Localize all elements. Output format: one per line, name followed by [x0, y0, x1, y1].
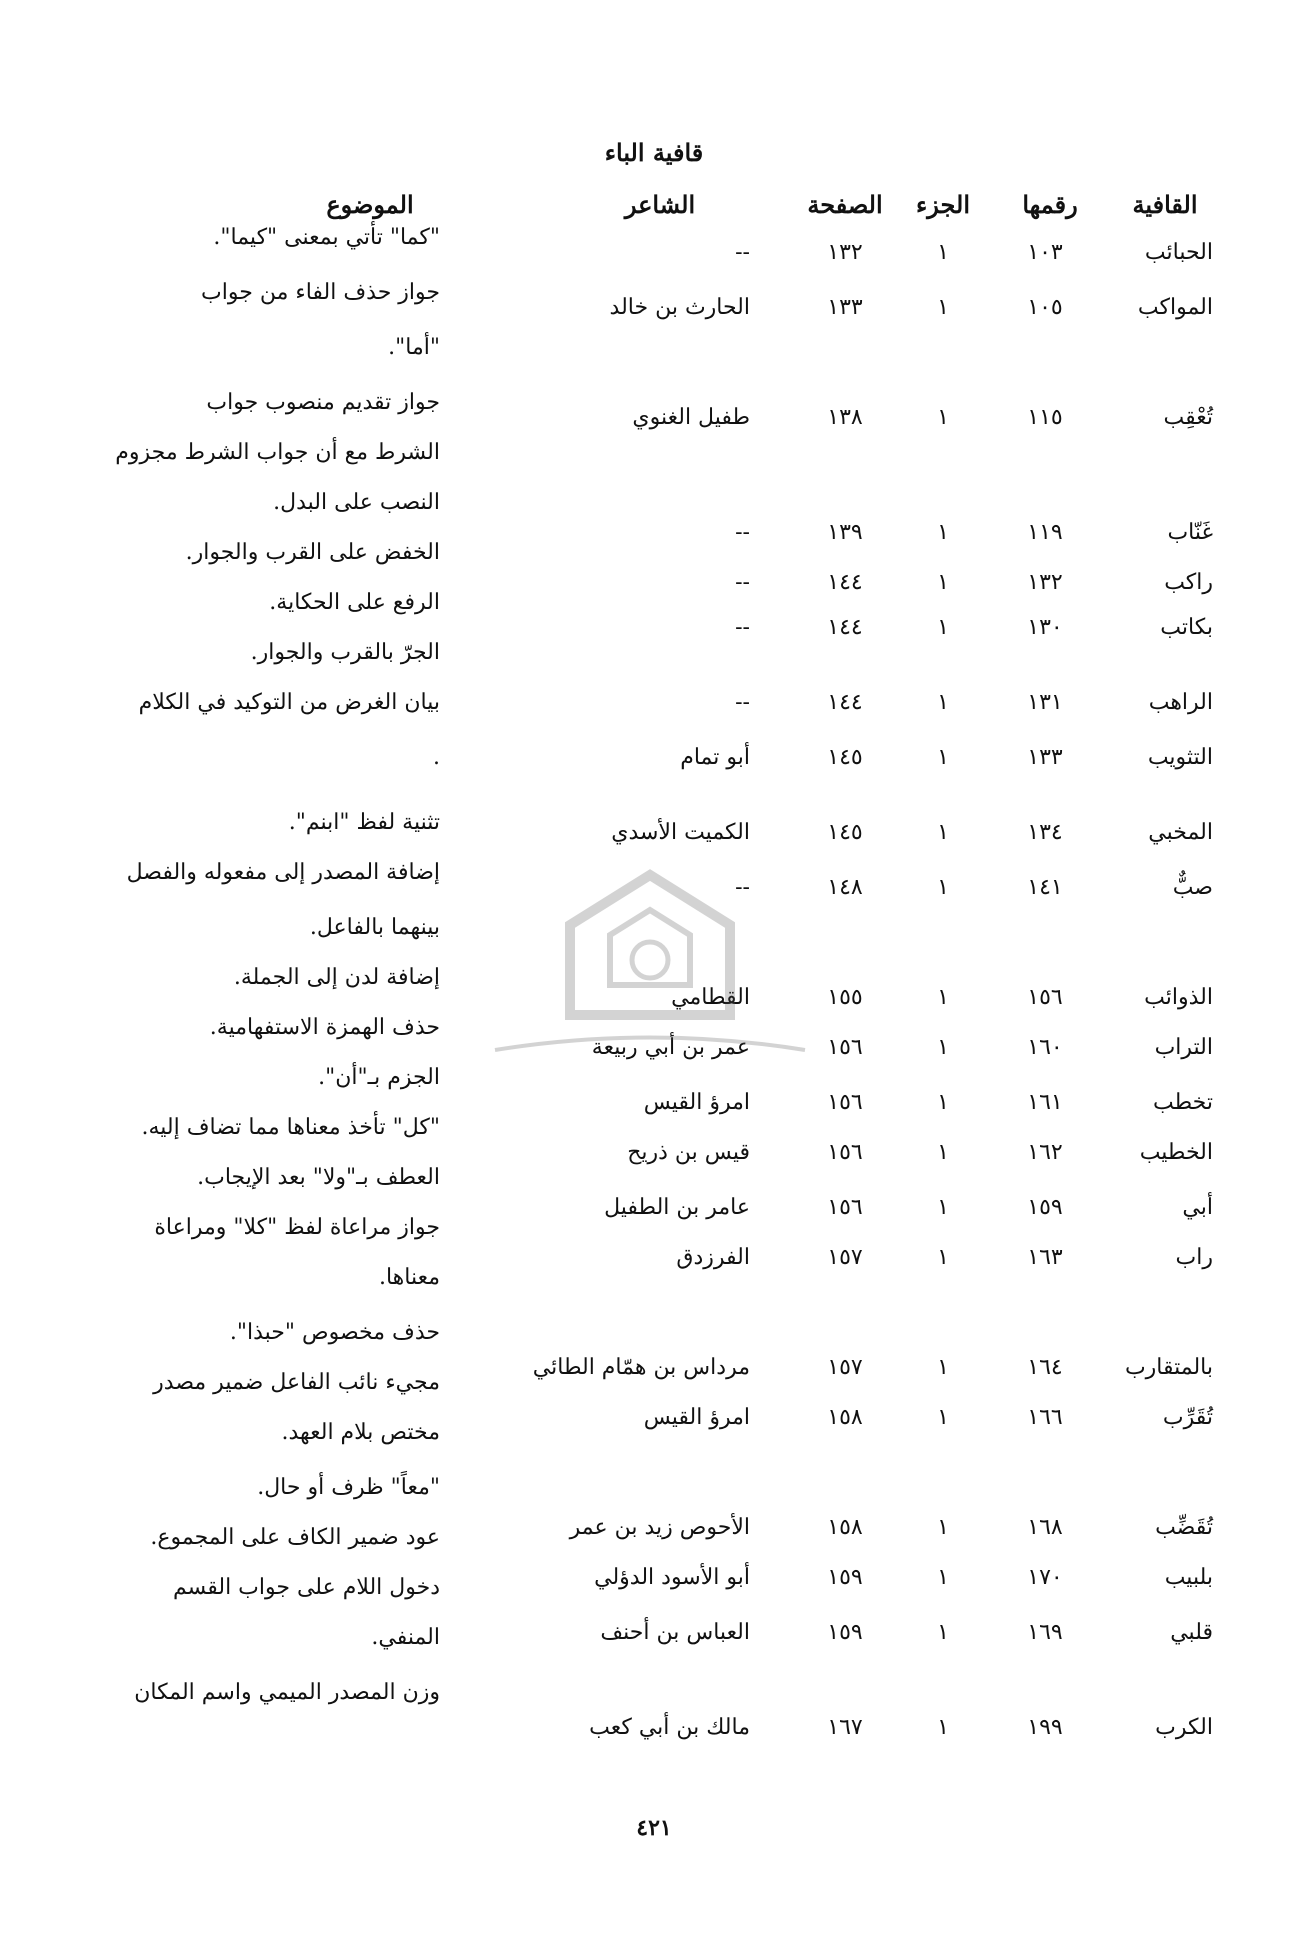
- safha-cell: ١٤٤: [827, 690, 863, 715]
- shaer-cell: --: [735, 875, 750, 900]
- shaer-cell: عامر بن الطفيل: [604, 1195, 750, 1220]
- topic-line: جواز مراعاة لفظ "كلا" ومراعاة: [154, 1215, 440, 1240]
- raqm-cell: ١٤١: [1027, 875, 1063, 900]
- juz-cell: ١: [937, 745, 949, 770]
- raqm-cell: ١٣٣: [1027, 745, 1063, 770]
- juz-cell: ١: [937, 875, 949, 900]
- raqm-cell: ١٦٢: [1027, 1140, 1063, 1165]
- topic-line: معناها.: [378, 1265, 440, 1290]
- topic-line: مختص بلام العهد.: [281, 1420, 440, 1445]
- qafiya-cell: قلبي: [1170, 1620, 1213, 1645]
- safha-cell: ١٣٣: [827, 295, 863, 320]
- raqm-cell: ١٦١: [1027, 1090, 1063, 1115]
- qafiya-cell: المواكب: [1137, 295, 1213, 320]
- topic-line: "كما" تأتي بمعنى "كيما".: [213, 225, 440, 250]
- qafiya-cell: تخطب: [1153, 1090, 1213, 1115]
- topic-line: حذف الهمزة الاستفهامية.: [209, 1015, 440, 1040]
- safha-cell: ١٤٤: [827, 615, 863, 640]
- juz-cell: ١: [937, 570, 949, 595]
- topic-line: "أما".: [388, 335, 440, 360]
- raqm-cell: ١٦٨: [1027, 1515, 1063, 1540]
- shaer-cell: --: [735, 520, 750, 545]
- shaer-cell: --: [735, 570, 750, 595]
- raqm-cell: ١٧٠: [1027, 1565, 1063, 1590]
- topic-line: إضافة المصدر إلى مفعوله والفصل: [126, 860, 440, 885]
- shaer-cell: --: [735, 690, 750, 715]
- raqm-cell: ١١٩: [1027, 520, 1063, 545]
- table-row: [0, 1715, 1308, 1755]
- topic-line: "كل" تأخذ معناها مما تضاف إليه.: [141, 1115, 440, 1140]
- watermark-seal-icon: [485, 865, 815, 1065]
- qafiya-cell: تُقَضِّب: [1155, 1515, 1213, 1540]
- juz-cell: ١: [937, 1620, 949, 1645]
- juz-cell: ١: [937, 1035, 949, 1060]
- qafiya-cell: صبٌّ: [1172, 875, 1213, 900]
- juz-cell: ١: [937, 240, 949, 265]
- qafiya-cell: الراهب: [1148, 690, 1213, 715]
- safha-cell: ١٥٩: [827, 1565, 863, 1590]
- raqm-cell: ١١٥: [1027, 405, 1063, 430]
- juz-cell: ١: [937, 1405, 949, 1430]
- page-title: قافية الباء: [604, 138, 704, 167]
- topic-line: بينهما بالفاعل.: [309, 915, 440, 940]
- raqm-cell: ١٥٩: [1027, 1195, 1063, 1220]
- qafiya-cell: التراب: [1154, 1035, 1213, 1060]
- topic-line: النصب على البدل.: [273, 490, 440, 515]
- juz-cell: ١: [937, 1355, 949, 1380]
- topic-line: بيان الغرض من التوكيد في الكلام: [138, 690, 440, 715]
- topic-line: مجيء نائب الفاعل ضمير مصدر: [153, 1370, 440, 1395]
- juz-cell: ١: [937, 1515, 949, 1540]
- safha-cell: ١٥٧: [827, 1245, 863, 1270]
- shaer-cell: الأحوص زيد بن عمر: [569, 1515, 750, 1540]
- shaer-cell: القطامي: [671, 985, 750, 1010]
- safha-cell: ١٥٦: [827, 1090, 863, 1115]
- juz-cell: ١: [937, 1195, 949, 1220]
- qafiya-cell: بلبيب: [1164, 1565, 1213, 1590]
- juz-cell: ١: [937, 615, 949, 640]
- raqm-cell: ١٣١: [1027, 690, 1063, 715]
- raqm-cell: ١٩٩: [1027, 1715, 1063, 1740]
- topic-line: .: [433, 745, 440, 770]
- shaer-cell: عمر بن أبي ربيعة: [591, 1035, 750, 1060]
- qafiya-cell: التثويب: [1147, 745, 1213, 770]
- header-raqm: رقمها: [1022, 190, 1078, 219]
- topic-line: تثنية لفظ "ابنم".: [288, 810, 440, 835]
- shaer-cell: مرداس بن همّام الطائي: [532, 1355, 750, 1380]
- safha-cell: ١٥٥: [827, 985, 863, 1010]
- juz-cell: ١: [937, 295, 949, 320]
- safha-cell: ١٥٩: [827, 1620, 863, 1645]
- shaer-cell: --: [735, 615, 750, 640]
- qafiya-cell: الذوائب: [1144, 985, 1213, 1010]
- shaer-cell: قيس بن ذريح: [627, 1140, 750, 1165]
- qafiya-cell: غَنّاب: [1167, 520, 1213, 545]
- topic-line: الجرّ بالقرب والجوار.: [250, 640, 440, 665]
- header-juz: الجزء: [916, 190, 970, 219]
- topic-line: وزن المصدر الميمي واسم المكان: [134, 1680, 440, 1705]
- raqm-cell: ١٦٩: [1027, 1620, 1063, 1645]
- topic-line: العطف بـ"ولا" بعد الإيجاب.: [197, 1165, 440, 1190]
- safha-cell: ١٤٥: [827, 745, 863, 770]
- shaer-cell: الكميت الأسدي: [611, 820, 750, 845]
- topic-line: جواز حذف الفاء من جواب: [201, 280, 440, 305]
- topic-line: المنفي.: [371, 1625, 440, 1650]
- safha-cell: ١٥٦: [827, 1140, 863, 1165]
- qafiya-cell: بكاتب: [1160, 615, 1213, 640]
- topic-line: الخفض على القرب والجوار.: [185, 540, 440, 565]
- header-topic: الموضوع: [326, 190, 414, 219]
- safha-cell: ١٤٨: [827, 875, 863, 900]
- shaer-cell: --: [735, 240, 750, 265]
- safha-cell: ١٣٢: [827, 240, 863, 265]
- shaer-cell: الفرزدق: [676, 1245, 750, 1270]
- safha-cell: ١٦٧: [827, 1715, 863, 1740]
- topic-line: عود ضمير الكاف على المجموع.: [150, 1525, 440, 1550]
- safha-cell: ١٥٨: [827, 1515, 863, 1540]
- safha-cell: ١٥٦: [827, 1195, 863, 1220]
- juz-cell: ١: [937, 520, 949, 545]
- safha-cell: ١٤٤: [827, 570, 863, 595]
- shaer-cell: الحارث بن خالد: [609, 295, 750, 320]
- raqm-cell: ١٣٢: [1027, 570, 1063, 595]
- topic-line: إضافة لدن إلى الجملة.: [233, 965, 440, 990]
- page-number: ٤٢١: [636, 1815, 672, 1841]
- qafiya-cell: تُعْقِب: [1163, 405, 1213, 430]
- raqm-cell: ١٣٤: [1027, 820, 1063, 845]
- raqm-cell: ١٠٣: [1027, 240, 1063, 265]
- shaer-cell: أبو تمام: [680, 745, 750, 770]
- qafiya-cell: تُقَرِّب: [1162, 1405, 1213, 1430]
- shaer-cell: طفيل الغنوي: [632, 405, 750, 430]
- qafiya-cell: الكرب: [1155, 1715, 1213, 1740]
- raqm-cell: ١٠٥: [1027, 295, 1063, 320]
- topic-line: دخول اللام على جواب القسم: [172, 1575, 440, 1600]
- safha-cell: ١٣٩: [827, 520, 863, 545]
- safha-cell: ١٣٨: [827, 405, 863, 430]
- header-qafiya: القافية: [1132, 190, 1198, 219]
- raqm-cell: ١٦٤: [1027, 1355, 1063, 1380]
- qafiya-cell: الخطيب: [1139, 1140, 1213, 1165]
- qafiya-cell: الحبائب: [1144, 240, 1213, 265]
- qafiya-cell: راكب: [1164, 570, 1213, 595]
- juz-cell: ١: [937, 985, 949, 1010]
- qafiya-cell: أبي: [1182, 1195, 1213, 1220]
- shaer-cell: أبو الأسود الدؤلي: [594, 1565, 750, 1590]
- juz-cell: ١: [937, 1140, 949, 1165]
- qafiya-cell: المخبي: [1148, 820, 1213, 845]
- raqm-cell: ١٥٦: [1027, 985, 1063, 1010]
- topic-line: "معاً" ظرف أو حال.: [257, 1475, 440, 1500]
- shaer-cell: امرؤ القيس: [643, 1090, 750, 1115]
- topic-line: جواز تقديم منصوب جواب: [206, 390, 440, 415]
- qafiya-cell: راب: [1175, 1245, 1213, 1270]
- header-safha: الصفحة: [807, 190, 883, 219]
- safha-cell: ١٥٧: [827, 1355, 863, 1380]
- qafiya-cell: بالمتقارب: [1124, 1355, 1213, 1380]
- shaer-cell: امرؤ القيس: [643, 1405, 750, 1430]
- safha-cell: ١٥٨: [827, 1405, 863, 1430]
- juz-cell: ١: [937, 1715, 949, 1740]
- topic-line: الرفع على الحكاية.: [269, 590, 440, 615]
- juz-cell: ١: [937, 690, 949, 715]
- juz-cell: ١: [937, 405, 949, 430]
- juz-cell: ١: [937, 1565, 949, 1590]
- shaer-cell: العباس بن أحنف: [600, 1620, 750, 1645]
- raqm-cell: ١٦٣: [1027, 1245, 1063, 1270]
- juz-cell: ١: [937, 820, 949, 845]
- juz-cell: ١: [937, 1245, 949, 1270]
- shaer-cell: مالك بن أبي كعب: [589, 1715, 750, 1740]
- juz-cell: ١: [937, 1090, 949, 1115]
- safha-cell: ١٤٥: [827, 820, 863, 845]
- topic-line: الشرط مع أن جواب الشرط مجزوم: [115, 440, 440, 465]
- raqm-cell: ١٦٦: [1027, 1405, 1063, 1430]
- topic-line: حذف مخصوص "حبذا".: [229, 1320, 440, 1345]
- raqm-cell: ١٣٠: [1027, 615, 1063, 640]
- header-shaer: الشاعر: [624, 190, 696, 219]
- safha-cell: ١٥٦: [827, 1035, 863, 1060]
- raqm-cell: ١٦٠: [1027, 1035, 1063, 1060]
- topic-line: الجزم بـ"أن".: [318, 1065, 440, 1090]
